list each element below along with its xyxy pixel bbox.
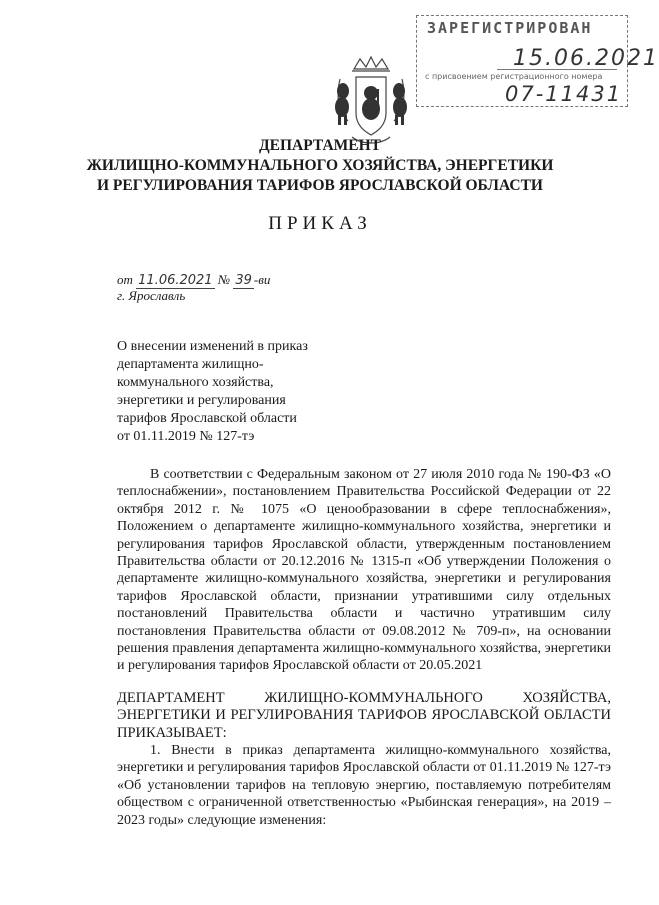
coat-of-arms-icon [332,55,410,147]
department-line-2: ЖИЛИЩНО-КОММУНАЛЬНОГО ХОЗЯЙСТВА, ЭНЕРГЕТИКИ [86,157,554,174]
order-number: 39 [235,273,252,288]
subject-line: от 01.11.2019 № 127-тэ [117,429,255,444]
order-date: 11.06.2021 [138,273,213,288]
order-date-line [117,272,270,288]
item-1-text: 1. Внести в приказ департамента жилищно-коммунального хозяйства, энергетики и регулирования тарифов Ярославской области от 01.11.2019 № 127-тэ «Об установлении тарифов на тепловую энергию, поставляемую потребителям обществом с ограниченной ответственностью «Рыбинская генерация», на 2019 – 2023 годы» следующие изменения: [117,743,611,828]
subject-line: коммунального хозяйства, [117,375,274,390]
orders-text: ДЕПАРТАМЕНТ ЖИЛИЩНО-КОММУНАЛЬНОГО ХОЗЯЙСТВА, ЭНЕРГЕТИКИ И РЕГУЛИРОВАНИЯ ТАРИФОВ ЯРОСЛАВСКОЙ ОБЛАСТИ ПРИКАЗЫВАЕТ: [117,690,611,741]
order-title: ПРИКАЗ [268,213,372,234]
stamp-label: с присвоением регистрационного номера [425,72,603,81]
order-subject [117,338,347,446]
order-number-suffix: -ви [253,272,271,287]
item-1-paragraph [117,742,611,829]
number-label: № [217,272,231,287]
subject-line: энергетики и регулирования [117,393,286,408]
city: г. Ярославль [117,288,186,303]
department-line-3: И РЕГУЛИРОВАНИЯ ТАРИФОВ ЯРОСЛАВСКОЙ ОБЛАСТИ [97,177,543,194]
preamble-text: В соответствии с Федеральным законом от 27 июля 2010 года № 190-ФЗ «О теплоснабжении», постановлением Правительства Российской Федерации от 22 октября 2012 г. № 1075 «О ценообразовании в сфере теплоснабжения», Положением о департаменте жилищно-коммунального хозяйства, энергетики и регулирования тарифов Ярославской области, утвержденным постановлением Правительства области от 20.12.2016 № 1315-п «Об утверждении Положения о департаменте жилищно-коммунального хозяйства, энергетики и регулирования тарифов Ярославской области, признании утратившими силу отдельных постановлений Правительства области и частично утратившим силу постановления Правительства области от 09.08.2012 № 709-п», на основании решения правления департамента жилищно-коммунального хозяйства, энергетики и регулирования тарифов Ярославской области от 20.05.2021 [117,467,611,674]
subject-line: тарифов Ярославской области [117,411,297,426]
registration-stamp [416,15,659,107]
orders-paragraph [117,690,611,742]
stamp-title: ЗАРЕГИСТРИРОВАН [427,19,593,37]
stamp-number: 07-11431 [505,82,623,106]
department-line-1: ДЕПАРТАМЕНТ [258,137,382,154]
subject-line: О внесении изменений в приказ [117,339,308,354]
subject-line: департамента жилищно- [117,357,264,372]
stamp-underline [497,69,617,70]
stamp-date: 15.06.2021 [513,46,659,71]
preamble-paragraph [117,466,611,675]
from-label: от [117,272,133,287]
